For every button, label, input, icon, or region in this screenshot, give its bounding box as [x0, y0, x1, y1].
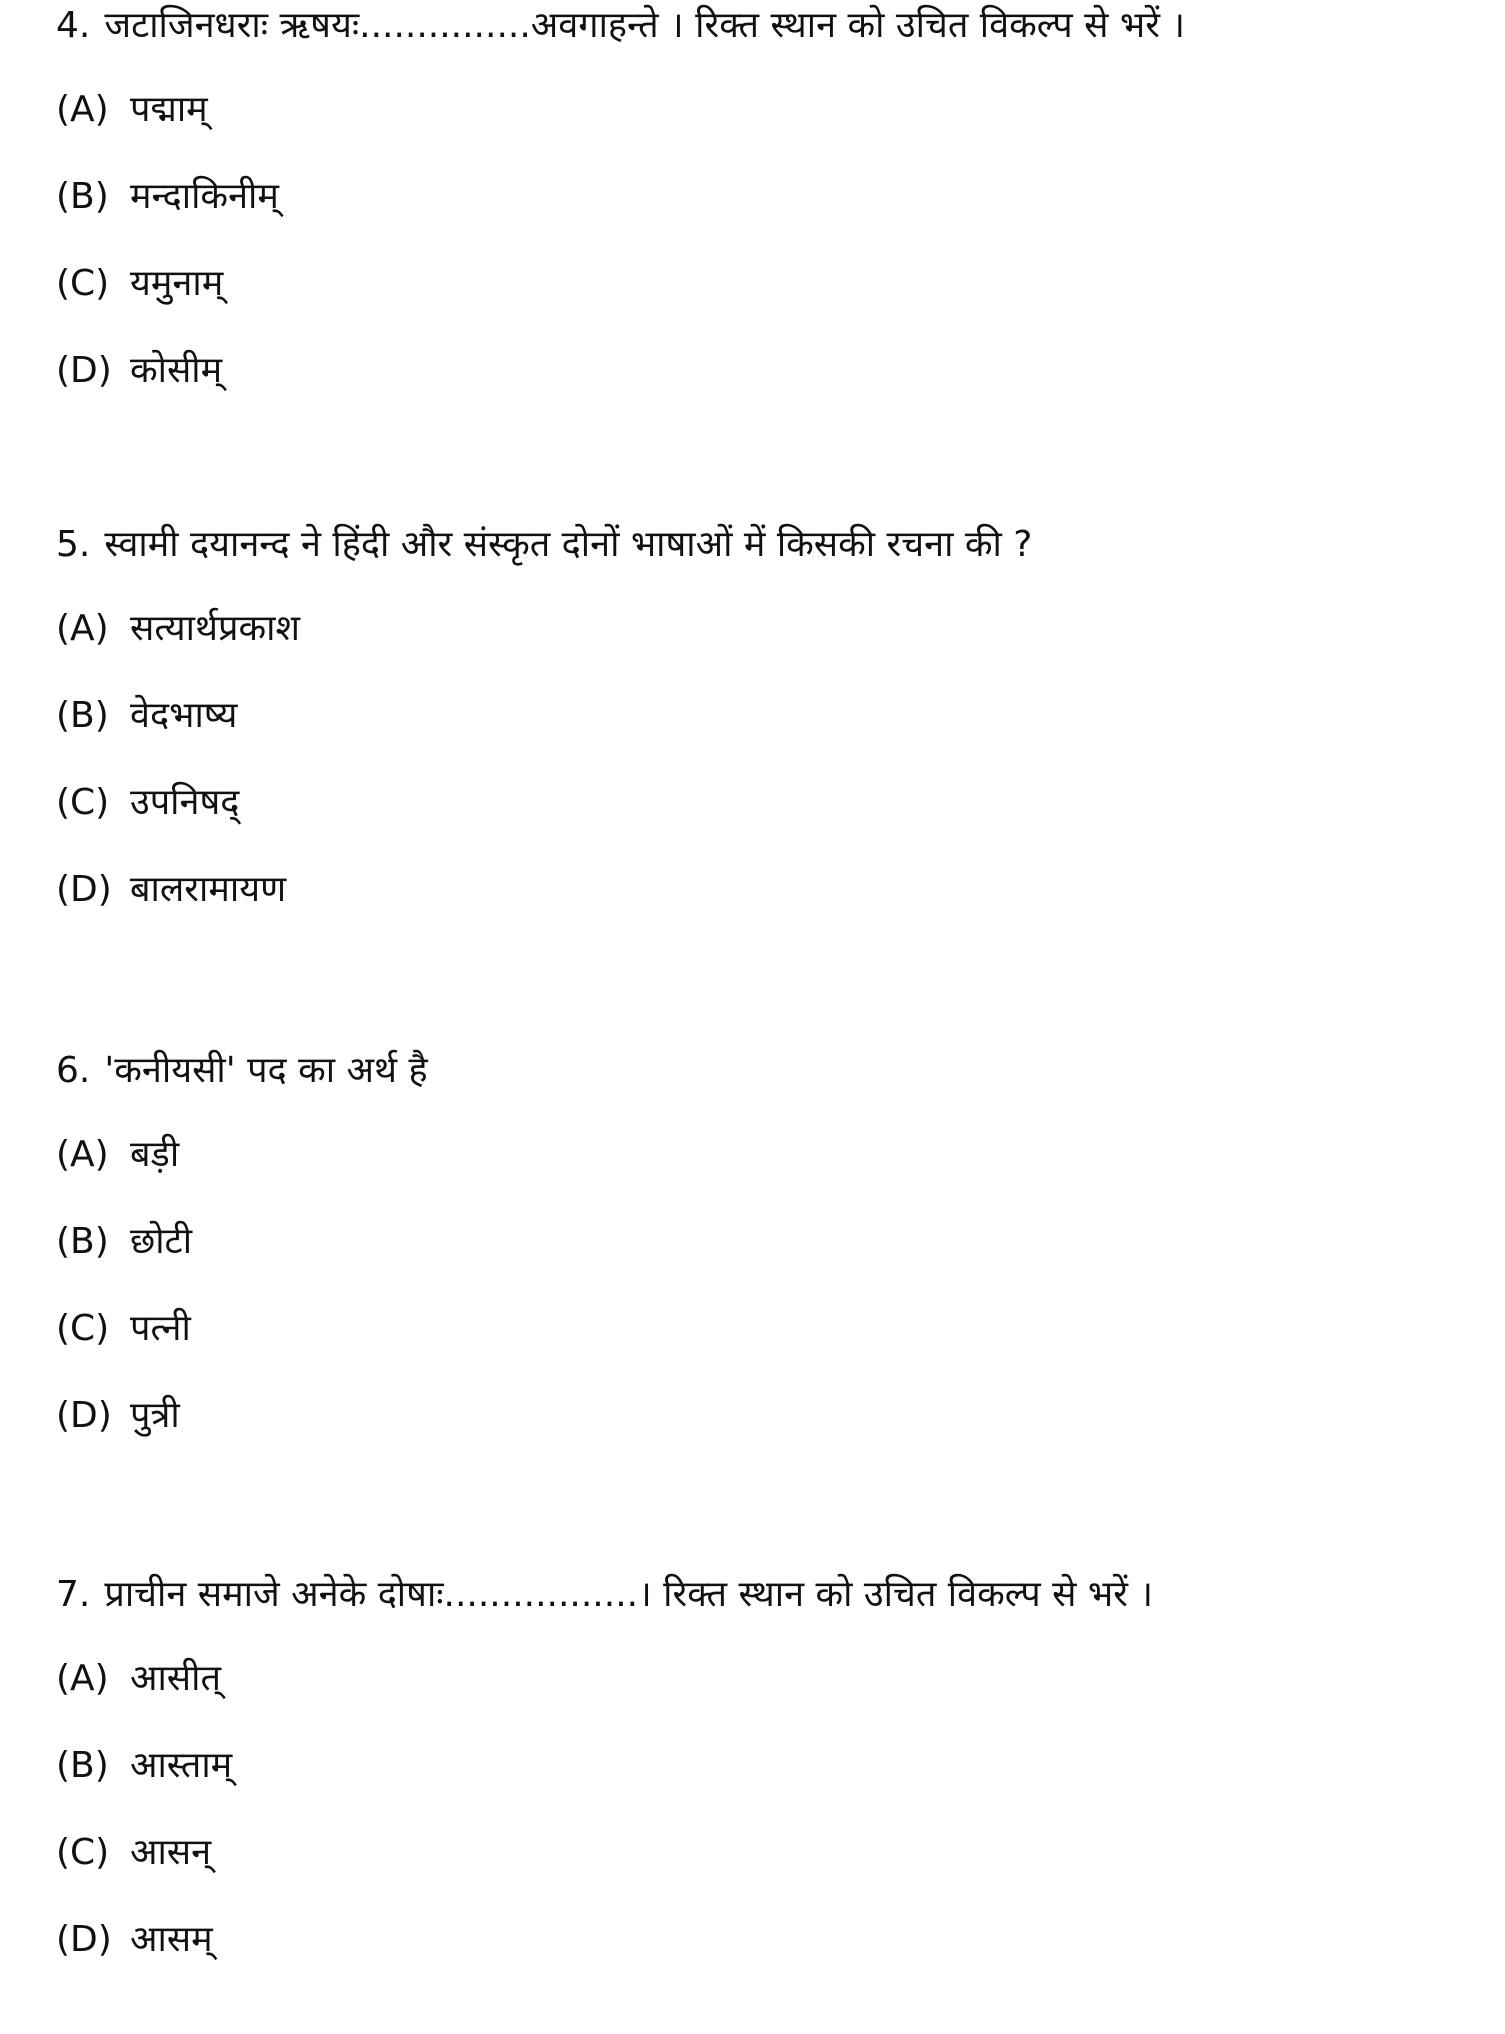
option-letter: (A)	[56, 608, 109, 649]
question-4	[56, 0, 1185, 56]
option-text: आसम्	[130, 1919, 213, 1960]
option-letter: (A)	[56, 1658, 109, 1699]
option-a	[56, 80, 208, 140]
option-text: उपनिषद्	[130, 782, 240, 823]
option-b	[56, 1212, 192, 1272]
question-text: 'कनीयसी' पद का अर्थ है	[104, 1050, 428, 1091]
option-a	[56, 1125, 179, 1185]
question-6	[56, 1041, 428, 1101]
question-text: जटाजिनधराः ऋषयः...............अवगाहन्ते । रिक्त स्थान को उचित विकल्प से भरें ।	[104, 5, 1185, 46]
option-letter: (B)	[56, 1745, 109, 1786]
option-text: कोसीम्	[130, 350, 223, 391]
option-c	[56, 773, 239, 833]
option-text: आसीत्	[130, 1658, 221, 1699]
option-letter: (D)	[56, 1919, 112, 1960]
option-c	[56, 1299, 191, 1359]
question-7	[56, 1565, 1153, 1625]
option-letter: (C)	[56, 263, 110, 304]
question-number: 6.	[56, 1050, 91, 1091]
option-d	[56, 1386, 180, 1446]
question-number: 5.	[56, 524, 91, 565]
option-letter: (B)	[56, 1221, 109, 1262]
option-letter: (C)	[56, 1832, 110, 1873]
question-number: 7.	[56, 1574, 91, 1615]
option-d	[56, 860, 286, 920]
option-text: सत्यार्थप्रकाश	[130, 608, 300, 649]
option-letter: (D)	[56, 1395, 112, 1436]
option-letter: (B)	[56, 695, 109, 736]
option-letter: (A)	[56, 1134, 109, 1175]
option-c	[56, 1823, 211, 1883]
option-text: बड़ी	[130, 1134, 180, 1175]
question-5	[56, 515, 1032, 575]
option-b	[56, 1736, 232, 1796]
option-d	[56, 1910, 213, 1970]
option-text: पुत्री	[130, 1395, 180, 1436]
option-letter: (C)	[56, 782, 110, 823]
option-c	[56, 254, 223, 314]
question-text: प्राचीन समाजे अनेके दोषाः.................। रिक्त स्थान को उचित विकल्प से भरें ।	[104, 1574, 1154, 1615]
option-text: पद्माम्	[130, 89, 208, 130]
option-text: मन्दाकिनीम्	[130, 176, 279, 217]
option-b	[56, 167, 279, 227]
option-text: बालरामायण	[130, 869, 287, 910]
option-text: यमुनाम्	[130, 263, 224, 304]
option-letter: (B)	[56, 176, 109, 217]
option-text: आस्ताम्	[130, 1745, 233, 1786]
question-text: स्वामी दयानन्द ने हिंदी और संस्कृत दोनों भाषाओं में किसकी रचना की ?	[104, 524, 1033, 565]
option-text: आसन्	[130, 1832, 212, 1873]
option-letter: (A)	[56, 89, 109, 130]
question-number: 4.	[56, 5, 91, 46]
option-b	[56, 686, 237, 746]
option-letter: (D)	[56, 350, 112, 391]
option-d	[56, 341, 222, 401]
option-letter: (D)	[56, 869, 112, 910]
option-text: पत्नी	[130, 1308, 191, 1349]
option-a	[56, 1649, 221, 1709]
option-a	[56, 599, 300, 659]
option-text: वेदभाष्य	[130, 695, 238, 736]
option-text: छोटी	[130, 1221, 193, 1262]
option-letter: (C)	[56, 1308, 110, 1349]
